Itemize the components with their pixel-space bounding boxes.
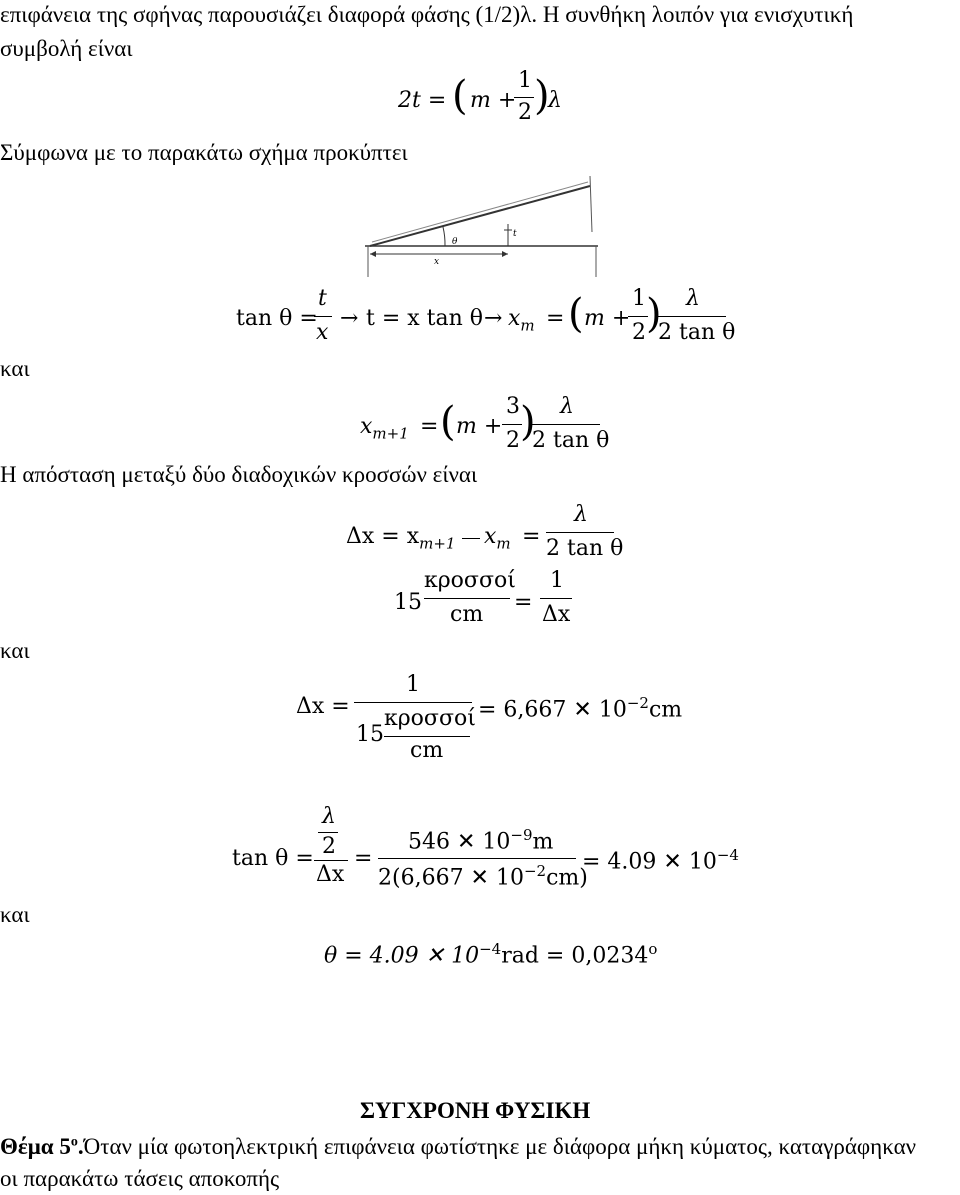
kai-2: και	[0, 638, 30, 663]
eq4-lhs: $\Delta x = x_{m+1}$	[346, 524, 456, 553]
eq2-tan: tan θ =	[236, 306, 318, 331]
eq7-rhs: = 4.09 ✕ $10^{-4}$	[582, 846, 739, 875]
eq1-num: 1	[518, 68, 532, 93]
eq2-lambda: λ	[686, 286, 700, 311]
eq2-open-paren: (	[568, 291, 584, 337]
eq3-num: 3	[506, 394, 520, 419]
wedge-figure	[360, 172, 600, 278]
last-line: οι παρακάτω τάσεις αποκοπής	[0, 1166, 280, 1191]
equation-theta-value: θ = 4.09 ✕ $10^{-4}rad = 0,0234^o$	[324, 940, 658, 969]
theta-arc	[443, 227, 445, 246]
eq4-lambda: λ	[574, 502, 588, 527]
eq4-minus	[462, 538, 480, 539]
eq6-main-bar	[354, 702, 472, 703]
eq2-lambda-bar	[658, 316, 726, 317]
eq4-bar	[546, 532, 614, 533]
eq7-den: 2(6,667 ✕ $10^{-2}cm$)	[378, 862, 588, 891]
eq1-den: 2	[518, 100, 532, 125]
eq5-one: 1	[550, 568, 564, 593]
eq6-inner-bar	[384, 736, 470, 737]
eq5-dx: Δx	[542, 602, 571, 627]
eq3-lambda: λ	[560, 394, 574, 419]
top-plate-upper-edge	[372, 182, 588, 242]
eq2-equals: =	[546, 306, 565, 331]
x-label: x	[434, 257, 440, 267]
eq2-fraction-bar	[314, 316, 332, 317]
eq4-xm: $x_m$	[484, 524, 511, 553]
t-label: t	[513, 229, 517, 239]
eq2-close-paren: )	[646, 291, 662, 337]
eq1-lambda: λ	[548, 88, 562, 113]
eq2-m: m +	[584, 306, 631, 331]
eq3-frac-bar	[502, 424, 522, 425]
eq2-xm: $x_m$	[508, 306, 535, 335]
top-plate-right-edge	[590, 176, 592, 232]
eq7-frac-bar	[378, 858, 576, 859]
eq7-dx: Δx	[316, 862, 345, 887]
eq7-main-bar	[314, 860, 348, 861]
eq5-equals: =	[514, 590, 533, 615]
kai-3: και	[0, 902, 30, 927]
eq6-fifteen: 15	[356, 722, 384, 747]
eq3-equals: =	[420, 414, 439, 439]
eq3-den2: 2 tan θ	[532, 428, 610, 453]
eq7-lambda: λ	[322, 804, 336, 829]
figure-intro-text: Σύμφωνα με το παρακάτω σχήμα προκύπτει	[0, 140, 408, 165]
eq2-mid: t = x tan θ	[366, 306, 484, 331]
eq2-x: x	[316, 320, 329, 345]
intro-line-1: επιφάνεια της σφήνας παρουσιάζει διαφορά φάσης (1/2)λ. Η συνθήκη λοιπόν για ενισχυτική	[0, 2, 854, 27]
topic-line: Θέμα $5^o.Ό\tau\alpha\nu$ μία φωτοηλεκτρική επιφάνεια φωτίστηκε με διάφορα μήκη κύματος, καταγράφηκαν	[0, 1134, 917, 1159]
eq5-fifteen: 15	[394, 590, 422, 615]
eq6-num: κροσσοί	[384, 706, 476, 731]
eq3-x: $x_{m+1}$	[360, 414, 409, 443]
eq4-equals: =	[522, 524, 541, 549]
eq4-den: 2 tan θ	[546, 536, 624, 561]
eq5-bar	[424, 598, 510, 599]
eq3-close-paren: )	[520, 399, 536, 445]
eq2-den2: 2 tan θ	[658, 320, 736, 345]
eq5-den: cm	[450, 602, 484, 627]
distance-text: Η απόσταση μεταξύ δύο διαδοχικών κροσσών είναι	[0, 462, 478, 487]
eq1-lhs: 2t =	[398, 88, 447, 113]
eq7-equals: =	[354, 846, 373, 871]
theta-label: θ	[452, 237, 458, 247]
x-arrow-left	[370, 251, 376, 257]
eq3-open-paren: (	[440, 399, 456, 445]
eq2-half-bar	[628, 316, 648, 317]
eq2-den: 2	[632, 320, 646, 345]
intro-line-2: συμβολή είναι	[0, 36, 133, 61]
eq2-arrow-1: →	[340, 306, 359, 331]
eq3-den: 2	[506, 428, 520, 453]
eq2-arrow-2: →	[484, 306, 503, 331]
x-arrow-right	[502, 251, 508, 257]
eq7-tan: tan θ =	[232, 846, 314, 871]
eq1-close-paren: )	[534, 73, 550, 119]
eq7-two: 2	[322, 834, 336, 859]
eq6-den: cm	[410, 738, 444, 763]
eq6-one: 1	[406, 672, 420, 697]
eq7-half-bar	[318, 832, 338, 833]
eq5-bar-2	[540, 598, 572, 599]
eq1-fraction-bar	[514, 97, 534, 98]
eq6-rhs: = 6,667 ✕ $10^{-2}cm$	[478, 694, 683, 723]
eq7-num: 546 ✕ $10^{-9}m$	[408, 826, 554, 855]
eq3-lambda-bar	[532, 424, 600, 425]
eq1-open-paren: (	[452, 73, 468, 119]
eq5-num: κροσσοί	[424, 568, 516, 593]
eq2-t: t	[318, 286, 327, 311]
eq2-num: 1	[632, 286, 646, 311]
eq3-m: m +	[456, 414, 503, 439]
eq1-m: m +	[470, 88, 517, 113]
section-title: ΣΥΓΧΡΟΝΗ ΦΥΣΙΚΗ	[360, 1098, 591, 1123]
eq6-lhs: Δx =	[296, 694, 350, 719]
top-plate	[370, 186, 590, 246]
kai-1: και	[0, 356, 30, 381]
